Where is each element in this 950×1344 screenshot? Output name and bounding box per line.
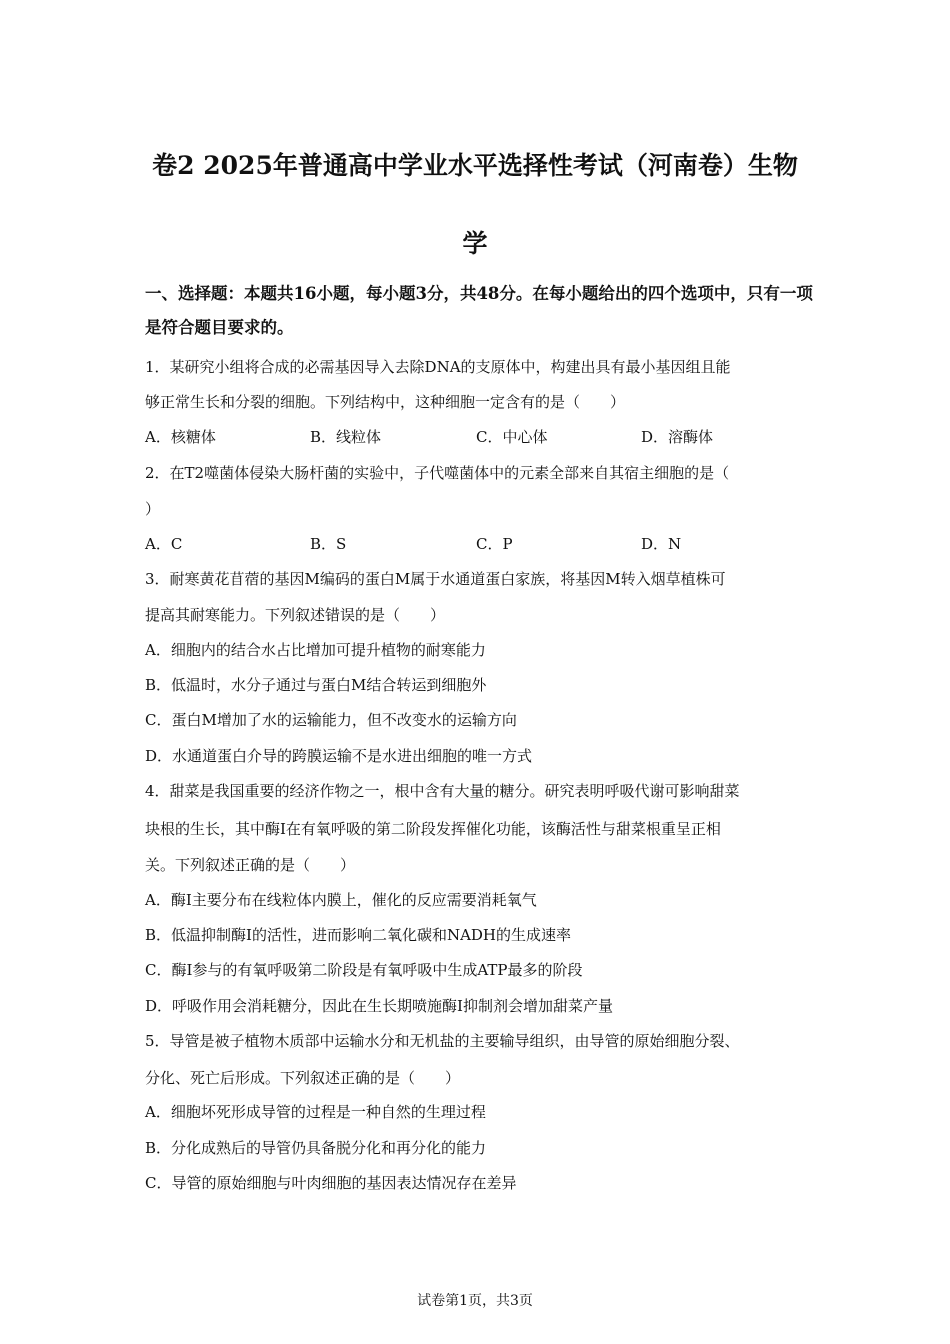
exam-title-line-1: 卷2 2025年普通高中学业水平选择性考试（河南卷）生物 xyxy=(152,151,798,180)
question-3-option-a: A．细胞内的结合水占比增加可提升植物的耐寒能力 xyxy=(145,641,486,659)
question-5-option-c: C．导管的原始细胞与叶肉细胞的基因表达情况存在差异 xyxy=(145,1174,517,1192)
page-footer: 试卷第1页，共3页 xyxy=(417,1293,533,1309)
question-1-option-b: B．线粒体 xyxy=(310,428,382,446)
question-2-option-c: C．P xyxy=(476,535,513,553)
question-2-option-d: D．N xyxy=(641,535,682,553)
question-4-option-a: A．酶Ⅰ主要分布在线粒体内膜上，催化的反应需要消耗氧气 xyxy=(145,891,537,909)
question-1-option-c: C．中心体 xyxy=(476,428,548,446)
question-2-option-b: B．S xyxy=(310,535,347,553)
question-1-option-a: A．核糖体 xyxy=(145,428,216,446)
question-3-stem-line-2: 提高其耐寒能力。下列叙述错误的是（ ） xyxy=(145,606,446,624)
section-heading: 一、选择题：本题共16小题，每小题3分，共48分。在每小题给出的四个选项中，只有一项是符合题目要求的。 xyxy=(145,284,813,337)
question-4-stem-line-2: 块根的生长，其中酶Ⅰ在有氧呼吸的第二阶段发挥催化功能，该酶活性与甜菜根重呈正相 xyxy=(145,820,721,838)
question-1-option-d: D．溶酶体 xyxy=(641,428,714,446)
question-5-option-b: B．分化成熟后的导管仍具备脱分化和再分化的能力 xyxy=(145,1139,487,1157)
question-2-option-a: A．C xyxy=(145,535,183,553)
question-4-option-d: D．呼吸作用会消耗糖分，因此在生长期喷施酶Ⅰ抑制剂会增加甜菜产量 xyxy=(145,997,613,1015)
exam-title-line-2: 学 xyxy=(462,229,488,258)
question-3-option-c: C．蛋白M增加了水的运输能力，但不改变水的运输方向 xyxy=(145,711,517,729)
question-2-stem-line-1: 2．在T2噬菌体侵染大肠杆菌的实验中，子代噬菌体中的元素全部来自其宿主细胞的是（ xyxy=(145,464,730,482)
question-1-stem-line-2: 够正常生长和分裂的细胞。下列结构中，这种细胞一定含有的是（ ） xyxy=(145,393,626,411)
question-2-stem-line-2: ） xyxy=(145,500,161,518)
question-5-stem-line-1: 5．导管是被子植物木质部中运输水分和无机盐的主要输导组织，由导管的原始细胞分裂、 xyxy=(145,1032,740,1050)
question-5-option-a: A．细胞坏死形成导管的过程是一种自然的生理过程 xyxy=(145,1103,486,1121)
question-1-stem-line-1: 1．某研究小组将合成的必需基因导入去除DNA的支原体中，构建出具有最小基因组且能 xyxy=(145,358,731,376)
question-3-stem-line-1: 3．耐寒黄花苜蓿的基因M编码的蛋白M属于水通道蛋白家族，将基因M转入烟草植株可 xyxy=(145,570,726,588)
question-4-option-c: C．酶Ⅰ参与的有氧呼吸第二阶段是有氧呼吸中生成ATP最多的阶段 xyxy=(145,961,583,979)
question-5-stem-line-2: 分化、死亡后形成。下列叙述正确的是（ ） xyxy=(145,1069,461,1087)
question-4-option-b: B．低温抑制酶Ⅰ的活性，进而影响二氧化碳和NADH的生成速率 xyxy=(145,926,572,944)
question-4-stem-line-3: 关。下列叙述正确的是（ ） xyxy=(145,856,356,874)
question-3-option-b: B．低温时，水分子通过与蛋白M结合转运到细胞外 xyxy=(145,676,487,694)
question-4-stem-line-1: 4．甜菜是我国重要的经济作物之一，根中含有大量的糖分。研究表明呼吸代谢可影响甜菜 xyxy=(145,782,740,800)
question-3-option-d: D．水通道蛋白介导的跨膜运输不是水进出细胞的唯一方式 xyxy=(145,747,533,765)
